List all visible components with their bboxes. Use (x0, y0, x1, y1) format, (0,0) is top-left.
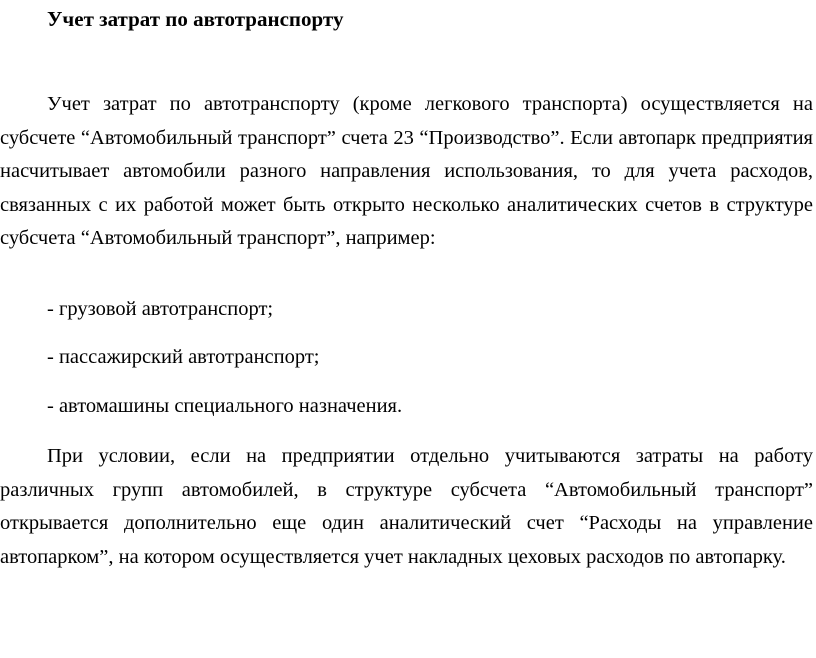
list-item: - пассажирский автотранспорт; (47, 346, 320, 368)
document-title: Учет затрат по автотранспорту (47, 7, 344, 31)
list-item: - грузовой автотранспорт; (47, 298, 274, 320)
paragraph-conditions: При условии, если на предприятии отдельно учитываются затраты на работу различных групп автомобилей, в структуре субсчета “Автомобильный транспорт” открывается дополнительно еще один аналитический счет “Расходы на управление автопарком”, на котором осуществляется учет накладных цеховых расходов по автопарку. (0, 445, 813, 568)
paragraph-intro: Учет затрат по автотранспорту (кроме легкового транспорта) осуществляется на субсчете “Автомобильный транспорт” счета 23 “Производство”. Если автопарк предприятия насчитывает автомобили разного направления использования, то для учета расходов, связанных с их работой может быть открыто несколько аналитических счетов в структуре субсчета “Автомобильный транспорт”, например: (0, 93, 813, 249)
list-item: - автомашины специального назначения. (47, 395, 403, 417)
